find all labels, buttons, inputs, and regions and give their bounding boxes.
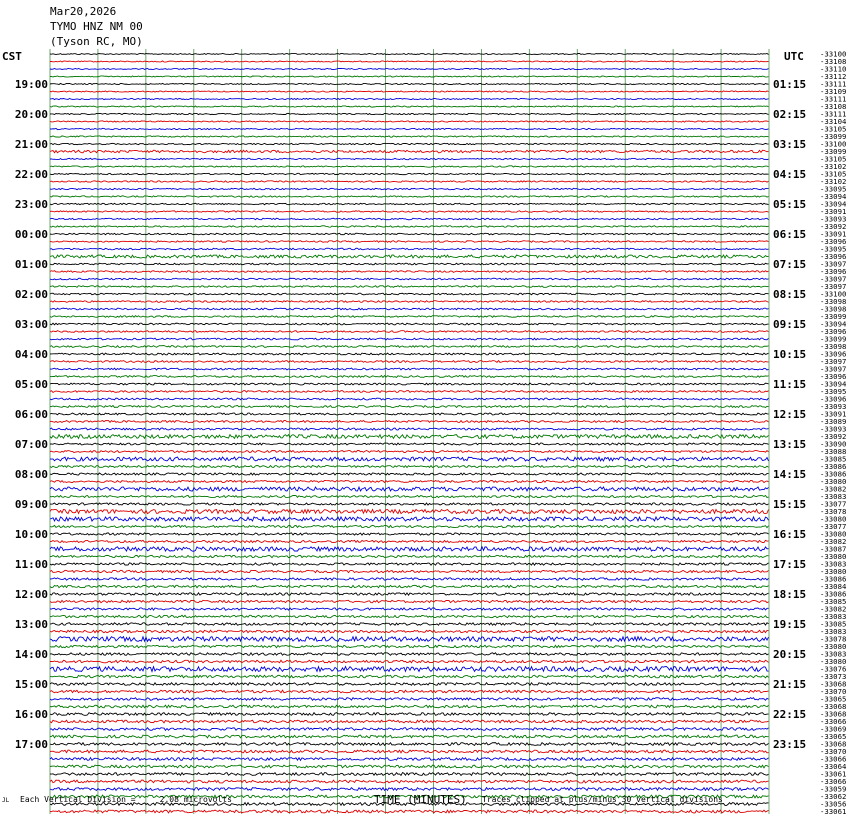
trace-line xyxy=(50,203,769,204)
trace-offset-label: -33066 xyxy=(820,777,847,786)
trace-offset-label: -33111 xyxy=(820,109,847,119)
trace-offset-label: -33105 xyxy=(820,124,847,134)
trace-offset-label: -33089 xyxy=(820,417,847,426)
trace-offset-label: -33062 xyxy=(820,792,847,801)
trace-line xyxy=(50,503,769,505)
trace-line xyxy=(50,413,769,415)
trace-offset-label: -33099 xyxy=(820,334,847,344)
vertical-scale-note: Each Vertical Division = 2.08 microvolts xyxy=(20,795,232,804)
trace-line xyxy=(50,487,769,491)
trace-offset-label: -33085 xyxy=(820,597,847,606)
trace-line xyxy=(50,76,769,77)
trace-line xyxy=(50,615,769,617)
trace-line xyxy=(50,630,769,632)
trace-offset-label: -33094 xyxy=(820,192,847,201)
trace-line xyxy=(50,495,769,497)
hour-label-utc: 12:15 xyxy=(773,408,807,421)
location-label: (Tyson RC, MO) xyxy=(50,35,143,48)
hour-label-utc: 05:15 xyxy=(773,198,807,211)
trace-offset-label: -33096 xyxy=(820,237,847,246)
hour-label-utc: 08:15 xyxy=(773,288,807,301)
trace-offset-label: -33080 xyxy=(820,567,847,576)
trace-offset-label: -33100 xyxy=(820,289,847,299)
trace-line xyxy=(50,173,769,174)
trace-line xyxy=(50,83,769,84)
trace-line xyxy=(50,675,769,678)
hour-label-cst: 07:00 xyxy=(14,438,48,451)
trace-offset-label: -33066 xyxy=(820,717,847,726)
trace-offset-label: -33094 xyxy=(820,379,847,389)
trace-line xyxy=(50,473,769,475)
trace-offset-label: -33082 xyxy=(820,484,847,494)
trace-offset-label: -33100 xyxy=(820,139,847,149)
trace-offset-label: -33108 xyxy=(820,57,847,66)
trace-offset-label: -33097 xyxy=(820,282,847,291)
hour-label-utc: 03:15 xyxy=(773,138,807,151)
trace-offset-label: -33105 xyxy=(820,154,847,164)
trace-offset-label: -33095 xyxy=(820,184,847,194)
hour-label-utc: 09:15 xyxy=(773,318,807,331)
trace-offset-label: -33070 xyxy=(820,747,847,756)
trace-line xyxy=(50,509,769,513)
trace-offset-label: -33100 xyxy=(820,49,847,59)
trace-line xyxy=(50,720,769,723)
hour-label-cst: 19:00 xyxy=(14,78,48,91)
trace-line xyxy=(50,128,769,129)
trace-offset-label: -33092 xyxy=(820,222,847,231)
trace-line xyxy=(50,637,769,642)
trace-line xyxy=(50,421,769,423)
trace-line xyxy=(50,608,769,610)
trace-offset-label: -33109 xyxy=(820,87,847,96)
trace-line xyxy=(50,788,769,791)
trace-line xyxy=(50,383,769,385)
hour-label-cst: 05:00 xyxy=(14,378,48,391)
trace-offset-label: -33099 xyxy=(820,147,847,156)
x-axis-title: TIME (MINUTES) xyxy=(374,793,467,806)
trace-line xyxy=(50,593,769,595)
trace-offset-label: -33102 xyxy=(820,162,847,171)
trace-offset-label: -33068 xyxy=(820,709,847,719)
trace-offset-label: -33094 xyxy=(820,199,847,209)
hour-label-cst: 22:00 xyxy=(14,168,48,181)
hour-label-cst: 13:00 xyxy=(14,618,48,631)
trace-line xyxy=(50,585,769,587)
trace-offset-label: -33108 xyxy=(820,102,847,111)
trace-offset-label: -33065 xyxy=(820,694,847,704)
trace-line xyxy=(50,188,769,189)
hour-label-cst: 14:00 xyxy=(14,648,48,661)
trace-line xyxy=(50,196,769,197)
date-label: Mar20,2026 xyxy=(50,5,117,18)
trace-offset-label: -33068 xyxy=(820,679,847,689)
trace-line xyxy=(50,713,769,716)
trace-offset-label: -33068 xyxy=(820,702,847,711)
trace-line xyxy=(50,457,769,461)
trace-offset-label: -33094 xyxy=(820,319,847,329)
trace-offset-label: -33088 xyxy=(820,447,847,456)
hour-label-cst: 12:00 xyxy=(14,588,48,601)
trace-line xyxy=(50,181,769,182)
trace-offset-label: -33096 xyxy=(820,349,847,359)
trace-line xyxy=(50,61,769,62)
trace-line xyxy=(50,331,769,333)
trace-offset-label: -33086 xyxy=(820,574,847,584)
trace-line xyxy=(50,705,769,708)
trace-line xyxy=(50,255,769,258)
clip-note: Traces clipped at plus/minus 30 vertical divisions xyxy=(482,795,723,804)
trace-line xyxy=(50,368,769,370)
trace-line xyxy=(50,443,769,445)
trace-line xyxy=(50,353,769,355)
left-timezone-label: CST xyxy=(2,50,22,63)
trace-offset-label: -33076 xyxy=(820,664,847,674)
trace-line xyxy=(50,525,769,527)
trace-offset-label: -33096 xyxy=(820,267,847,276)
trace-line xyxy=(50,728,769,731)
trace-line xyxy=(50,278,769,280)
trace-line xyxy=(50,150,769,153)
trace-offset-label: -33099 xyxy=(820,132,847,141)
trace-line xyxy=(50,316,769,318)
trace-offset-label: -33096 xyxy=(820,252,847,261)
trace-line xyxy=(50,435,769,439)
hour-label-cst: 15:00 xyxy=(14,678,48,691)
trace-offset-label: -33112 xyxy=(820,72,847,81)
trace-offset-label: -33068 xyxy=(820,739,847,749)
hour-label-utc: 04:15 xyxy=(773,168,807,181)
trace-layer xyxy=(50,53,769,814)
trace-line xyxy=(50,683,769,686)
trace-line xyxy=(50,271,769,273)
hour-label-cst: 16:00 xyxy=(14,708,48,721)
right-timezone-label: UTC xyxy=(784,50,804,63)
trace-line xyxy=(50,113,769,114)
trace-line xyxy=(50,555,769,557)
trace-line xyxy=(50,517,769,521)
trace-line xyxy=(50,241,769,243)
hour-label-utc: 11:15 xyxy=(773,378,807,391)
hour-label-utc: 06:15 xyxy=(773,228,807,241)
trace-offset-label: -33083 xyxy=(820,649,847,659)
trace-offset-label: -33090 xyxy=(820,439,847,449)
trace-offset-label: -33080 xyxy=(820,514,847,524)
trace-line xyxy=(50,98,769,99)
hour-label-utc: 15:15 xyxy=(773,498,807,511)
trace-offset-label: -33111 xyxy=(820,94,847,104)
trace-line xyxy=(50,136,769,137)
trace-offset-label: -33098 xyxy=(820,342,847,351)
trace-line xyxy=(50,406,769,408)
trace-offset-label: -33110 xyxy=(820,64,847,74)
hour-label-utc: 22:15 xyxy=(773,708,807,721)
trace-offset-label: -33066 xyxy=(820,754,847,764)
trace-line xyxy=(50,540,769,542)
hour-label-utc: 10:15 xyxy=(773,348,807,361)
trace-offset-label: -33082 xyxy=(820,604,847,614)
trace-line xyxy=(50,106,769,107)
trace-line xyxy=(50,143,769,144)
trace-offset-label: -33093 xyxy=(820,424,847,434)
trace-line xyxy=(50,233,769,235)
trace-offset-label: -33083 xyxy=(820,627,847,636)
hour-label-cst: 03:00 xyxy=(14,318,48,331)
hour-label-utc: 14:15 xyxy=(773,468,807,481)
trace-offset-label: -33098 xyxy=(820,304,847,314)
trace-offset-label: -33092 xyxy=(820,432,847,441)
trace-offset-label: -33073 xyxy=(820,672,847,681)
trace-line xyxy=(50,563,769,565)
hour-label-utc: 07:15 xyxy=(773,258,807,271)
hour-label-cst: 21:00 xyxy=(14,138,48,151)
hour-label-cst: 00:00 xyxy=(14,228,48,241)
trace-offset-label: -33080 xyxy=(820,642,847,651)
trace-offset-label: -33095 xyxy=(820,387,847,396)
trace-line xyxy=(50,346,769,348)
trace-line xyxy=(50,533,769,535)
trace-line xyxy=(50,286,769,288)
trace-offset-label: -33083 xyxy=(820,492,847,501)
hour-label-utc: 23:15 xyxy=(773,738,807,751)
trace-offset-label: -33104 xyxy=(820,117,847,126)
trace-offset-label: -33099 xyxy=(820,312,847,321)
trace-line xyxy=(50,667,769,672)
trace-offset-label: -33061 xyxy=(820,769,847,779)
footer-mark: JL xyxy=(2,797,10,804)
trace-line xyxy=(50,158,769,159)
trace-offset-label: -33096 xyxy=(820,372,847,381)
trace-line xyxy=(50,623,769,625)
trace-line xyxy=(50,480,769,482)
trace-line xyxy=(50,338,769,340)
trace-line xyxy=(50,570,769,572)
trace-offset-label: -33080 xyxy=(820,657,847,666)
trace-offset-label: -33061 xyxy=(820,807,847,814)
trace-offset-label: -33083 xyxy=(820,612,847,621)
trace-offset-label: -33084 xyxy=(820,582,847,591)
trace-line xyxy=(50,645,769,648)
trace-line xyxy=(50,743,769,746)
trace-line xyxy=(50,450,769,452)
hour-label-cst: 02:00 xyxy=(14,288,48,301)
trace-offset-label: -33080 xyxy=(820,477,847,486)
trace-offset-label: -33091 xyxy=(820,229,847,239)
trace-line xyxy=(50,578,769,580)
trace-line xyxy=(50,773,769,776)
trace-offset-label: -33097 xyxy=(820,364,847,374)
hour-label-cst: 01:00 xyxy=(14,258,48,271)
trace-offset-label: -33095 xyxy=(820,244,847,254)
trace-line xyxy=(50,428,769,430)
trace-offset-label: -33093 xyxy=(820,402,847,411)
trace-offset-label: -33097 xyxy=(820,259,847,269)
trace-offset-label: -33087 xyxy=(820,544,847,554)
trace-line xyxy=(50,750,769,753)
trace-offset-label: -33093 xyxy=(820,214,847,224)
trace-offset-label: -33091 xyxy=(820,207,847,216)
hour-label-cst: 04:00 xyxy=(14,348,48,361)
trace-line xyxy=(50,547,769,551)
trace-line xyxy=(50,690,769,693)
trace-offset-label: -33083 xyxy=(820,559,847,569)
trace-offset-label: -33082 xyxy=(820,537,847,546)
trace-line xyxy=(50,53,769,54)
trace-offset-label: -33102 xyxy=(820,177,847,186)
trace-line xyxy=(50,293,769,295)
station-label: TYMO HNZ NM 00 xyxy=(50,20,143,33)
trace-offset-label: -33080 xyxy=(820,529,847,539)
trace-offset-label: -33069 xyxy=(820,724,847,734)
trace-offset-label: -33096 xyxy=(820,327,847,336)
hour-label-cst: 23:00 xyxy=(14,198,48,211)
trace-offset-label: -33056 xyxy=(820,799,847,809)
hour-label-cst: 11:00 xyxy=(14,558,48,571)
trace-offset-label: -33105 xyxy=(820,169,847,179)
hour-label-utc: 20:15 xyxy=(773,648,807,661)
trace-line xyxy=(50,166,769,167)
hour-label-cst: 08:00 xyxy=(14,468,48,481)
trace-line xyxy=(50,735,769,738)
trace-offset-label: -33096 xyxy=(820,394,847,404)
hour-label-utc: 01:15 xyxy=(773,78,807,91)
trace-offset-label: -33070 xyxy=(820,687,847,696)
trace-line xyxy=(50,660,769,663)
trace-offset-label: -33077 xyxy=(820,499,847,509)
trace-line xyxy=(50,248,769,250)
trace-line xyxy=(50,211,769,212)
trace-line xyxy=(50,810,769,813)
trace-line xyxy=(50,308,769,310)
trace-line xyxy=(50,780,769,783)
hour-label-utc: 17:15 xyxy=(773,558,807,571)
trace-line xyxy=(50,398,769,400)
trace-offset-label: -33098 xyxy=(820,297,847,306)
hour-label-utc: 18:15 xyxy=(773,588,807,601)
trace-line xyxy=(50,361,769,363)
trace-line xyxy=(50,758,769,761)
trace-line xyxy=(50,698,769,701)
hour-label-cst: 06:00 xyxy=(14,408,48,421)
hour-label-utc: 16:15 xyxy=(773,528,807,541)
trace-offset-label: -33111 xyxy=(820,79,847,89)
hour-label-utc: 13:15 xyxy=(773,438,807,451)
hour-label-cst: 17:00 xyxy=(14,738,48,751)
trace-offset-label: -33086 xyxy=(820,589,847,599)
trace-offset-label: -33091 xyxy=(820,409,847,419)
trace-line xyxy=(50,600,769,602)
hour-label-cst: 20:00 xyxy=(14,108,48,121)
trace-offset-label: -33078 xyxy=(820,507,847,516)
trace-line xyxy=(50,765,769,768)
trace-offset-label: -33097 xyxy=(820,357,847,366)
hour-label-utc: 21:15 xyxy=(773,678,807,691)
hour-label-cst: 09:00 xyxy=(14,498,48,511)
trace-line xyxy=(50,91,769,92)
trace-line xyxy=(50,391,769,393)
trace-line xyxy=(50,465,769,467)
trace-line xyxy=(50,121,769,122)
trace-offset-label: -33077 xyxy=(820,522,847,531)
trace-offset-label: -33080 xyxy=(820,552,847,561)
trace-offset-label: -33085 xyxy=(820,619,847,629)
trace-line xyxy=(50,323,769,325)
trace-line xyxy=(50,226,769,228)
trace-offset-label: -33086 xyxy=(820,469,847,479)
trace-line xyxy=(50,376,769,378)
hour-label-utc: 02:15 xyxy=(773,108,807,121)
trace-line xyxy=(50,301,769,303)
trace-offset-label: -33064 xyxy=(820,762,847,771)
trace-line xyxy=(50,68,769,69)
trace-offset-label: -33059 xyxy=(820,784,847,794)
trace-offset-label: -33085 xyxy=(820,454,847,464)
trace-line xyxy=(50,263,769,265)
trace-line xyxy=(50,218,769,220)
hour-label-utc: 19:15 xyxy=(773,618,807,631)
trace-offset-label: -33078 xyxy=(820,634,847,644)
trace-offset-label: -33086 xyxy=(820,462,847,471)
trace-line xyxy=(50,653,769,656)
hour-label-cst: 10:00 xyxy=(14,528,48,541)
trace-offset-label: -33097 xyxy=(820,274,847,284)
trace-offset-label: -33065 xyxy=(820,732,847,741)
